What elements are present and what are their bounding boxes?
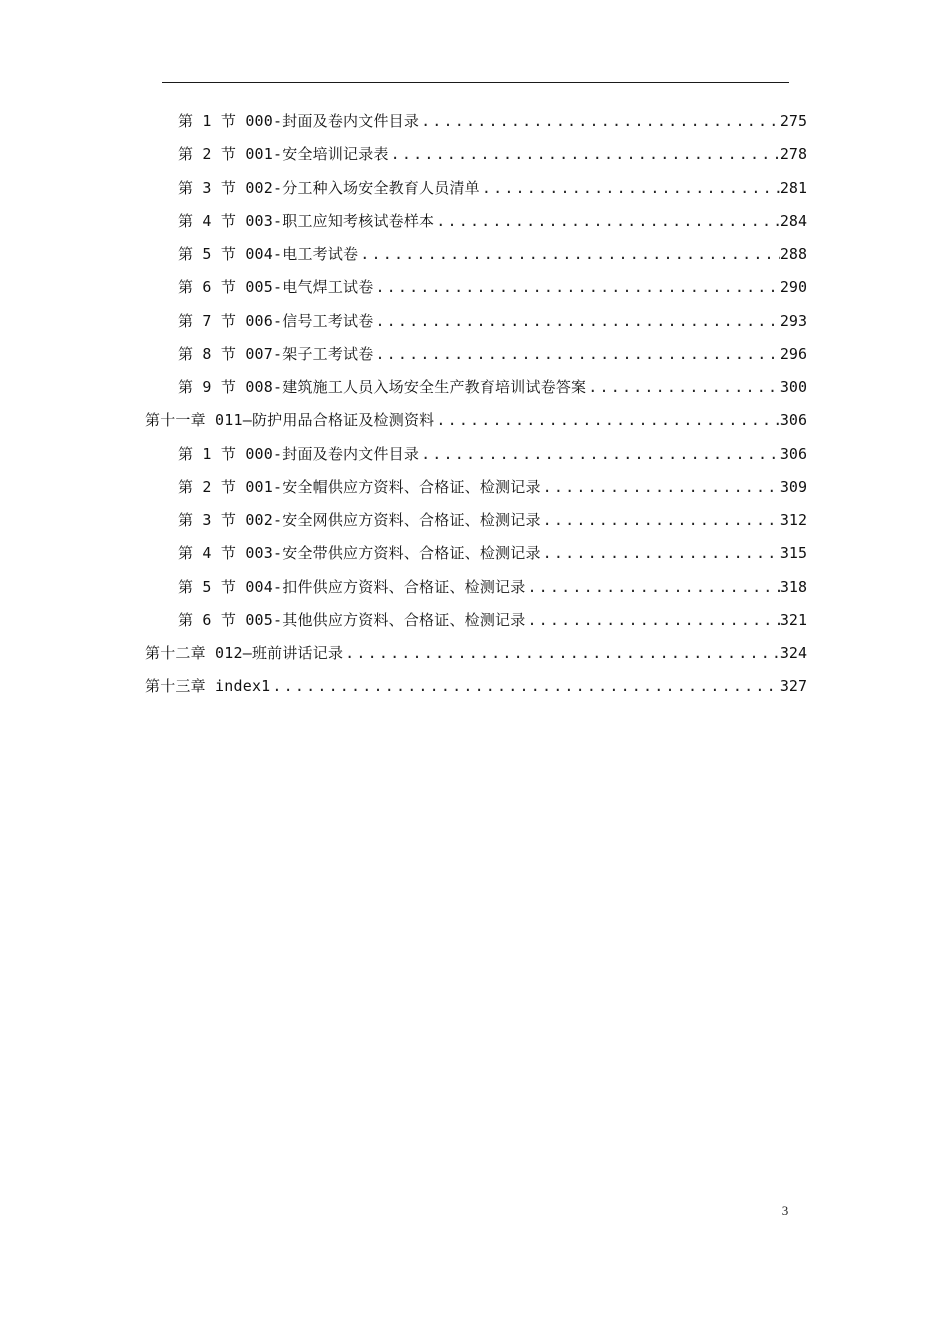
toc-entry-title: 第 5 节 004-电工考试卷	[178, 245, 359, 263]
toc-section-entry[interactable]	[178, 471, 807, 504]
toc-entry-page: 315	[779, 544, 807, 563]
toc-entry-page: 312	[779, 511, 807, 529]
toc-section-entry[interactable]	[178, 537, 807, 570]
toc-section-entry[interactable]	[178, 305, 807, 338]
toc-section-entry[interactable]	[178, 438, 807, 471]
toc-entry-title: 第 4 节 003-安全带供应方资料、合格证、检测记录	[178, 544, 541, 563]
toc-entry-page: 309	[779, 477, 807, 496]
toc-dot-leader	[419, 438, 780, 471]
toc-entry-page: 296	[779, 344, 807, 363]
toc-entry-title: 第 6 节 005-其他供应方资料、合格证、检测记录	[178, 610, 526, 629]
toc-dot-leader	[419, 105, 780, 138]
toc-entry-title: 第 4 节 003-职工应知考核试卷样本	[178, 211, 435, 230]
toc-entry-title: 第 1 节 000-封面及卷内文件目录	[178, 112, 420, 130]
toc-dot-leader	[541, 471, 780, 504]
toc-section-entry[interactable]	[178, 238, 807, 271]
toc-dot-leader	[541, 537, 780, 570]
toc-entry-title: 第 2 节 001-安全培训记录表	[178, 145, 389, 164]
toc-section-entry[interactable]	[178, 571, 807, 604]
toc-section-entry[interactable]	[178, 205, 807, 238]
toc-dot-leader	[373, 338, 779, 371]
toc-chapter-entry[interactable]	[145, 404, 807, 437]
toc-dot-leader	[541, 504, 780, 537]
toc-entry-page: 288	[779, 245, 807, 263]
toc-dot-leader	[434, 404, 780, 437]
toc-chapter-entry[interactable]	[145, 670, 807, 703]
toc-dot-leader	[525, 604, 779, 637]
toc-section-entry[interactable]	[178, 371, 807, 404]
toc-chapter-entry[interactable]	[145, 637, 807, 670]
toc-section-entry[interactable]	[178, 271, 807, 304]
toc-entry-page: 275	[779, 112, 807, 130]
toc-entry-title: 第 8 节 007-架子工考试卷	[178, 344, 374, 363]
toc-dot-leader	[358, 238, 780, 271]
toc-entry-page: 284	[779, 211, 807, 230]
toc-dot-leader	[525, 571, 779, 604]
toc-section-entry[interactable]	[178, 604, 807, 637]
toc-section-entry[interactable]	[178, 338, 807, 371]
toc-entry-page: 306	[779, 444, 807, 463]
toc-entry-title: 第 2 节 001-安全帽供应方资料、合格证、检测记录	[178, 477, 541, 496]
toc-entry-title: 第 5 节 004-扣件供应方资料、合格证、检测记录	[178, 577, 526, 596]
toc-dot-leader	[373, 271, 779, 304]
toc-entry-page: 321	[779, 610, 807, 629]
toc-entry-title: 第 6 节 005-电气焊工试卷	[178, 278, 374, 297]
page-number: 3	[781, 1203, 789, 1218]
toc-section-entry[interactable]	[178, 172, 807, 205]
toc-entry-title: 第 7 节 006-信号工考试卷	[178, 311, 374, 330]
toc-dot-leader	[434, 205, 780, 238]
toc-entry-page: 290	[779, 278, 807, 297]
toc-entry-page: 300	[779, 378, 807, 396]
toc-entry-title: 第 9 节 008-建筑施工人员入场安全生产教育培训试卷答案	[178, 378, 587, 396]
toc-entry-page: 318	[779, 577, 807, 596]
toc-entry-title: 第 1 节 000-封面及卷内文件目录	[178, 444, 420, 463]
toc-dot-leader	[343, 637, 780, 670]
toc-entry-page: 324	[779, 644, 807, 662]
toc-entry-title: 第 3 节 002-安全网供应方资料、合格证、检测记录	[178, 511, 541, 529]
toc-section-entry[interactable]	[178, 105, 807, 138]
toc-dot-leader	[373, 305, 779, 338]
toc-dot-leader	[389, 138, 780, 171]
toc-section-entry[interactable]	[178, 138, 807, 171]
toc-entry-page: 306	[779, 411, 807, 430]
toc-entry-page: 281	[779, 178, 807, 197]
toc-entry-page: 278	[779, 145, 807, 164]
toc-dot-leader	[270, 670, 779, 703]
toc-section-entry[interactable]	[178, 504, 807, 537]
header-rule	[162, 82, 789, 83]
toc-entry-title: 第十一章 011—防护用品合格证及检测资料	[145, 411, 435, 430]
toc-dot-leader	[480, 172, 780, 205]
toc-entry-page: 327	[779, 677, 807, 696]
toc-entry-title: 第十三章 index1	[145, 677, 271, 696]
toc-entry-title: 第十二章 012—班前讲话记录	[145, 644, 344, 662]
toc-dot-leader	[586, 371, 780, 404]
toc-entry-page: 293	[779, 311, 807, 330]
toc-entry-title: 第 3 节 002-分工种入场安全教育人员清单	[178, 178, 480, 197]
